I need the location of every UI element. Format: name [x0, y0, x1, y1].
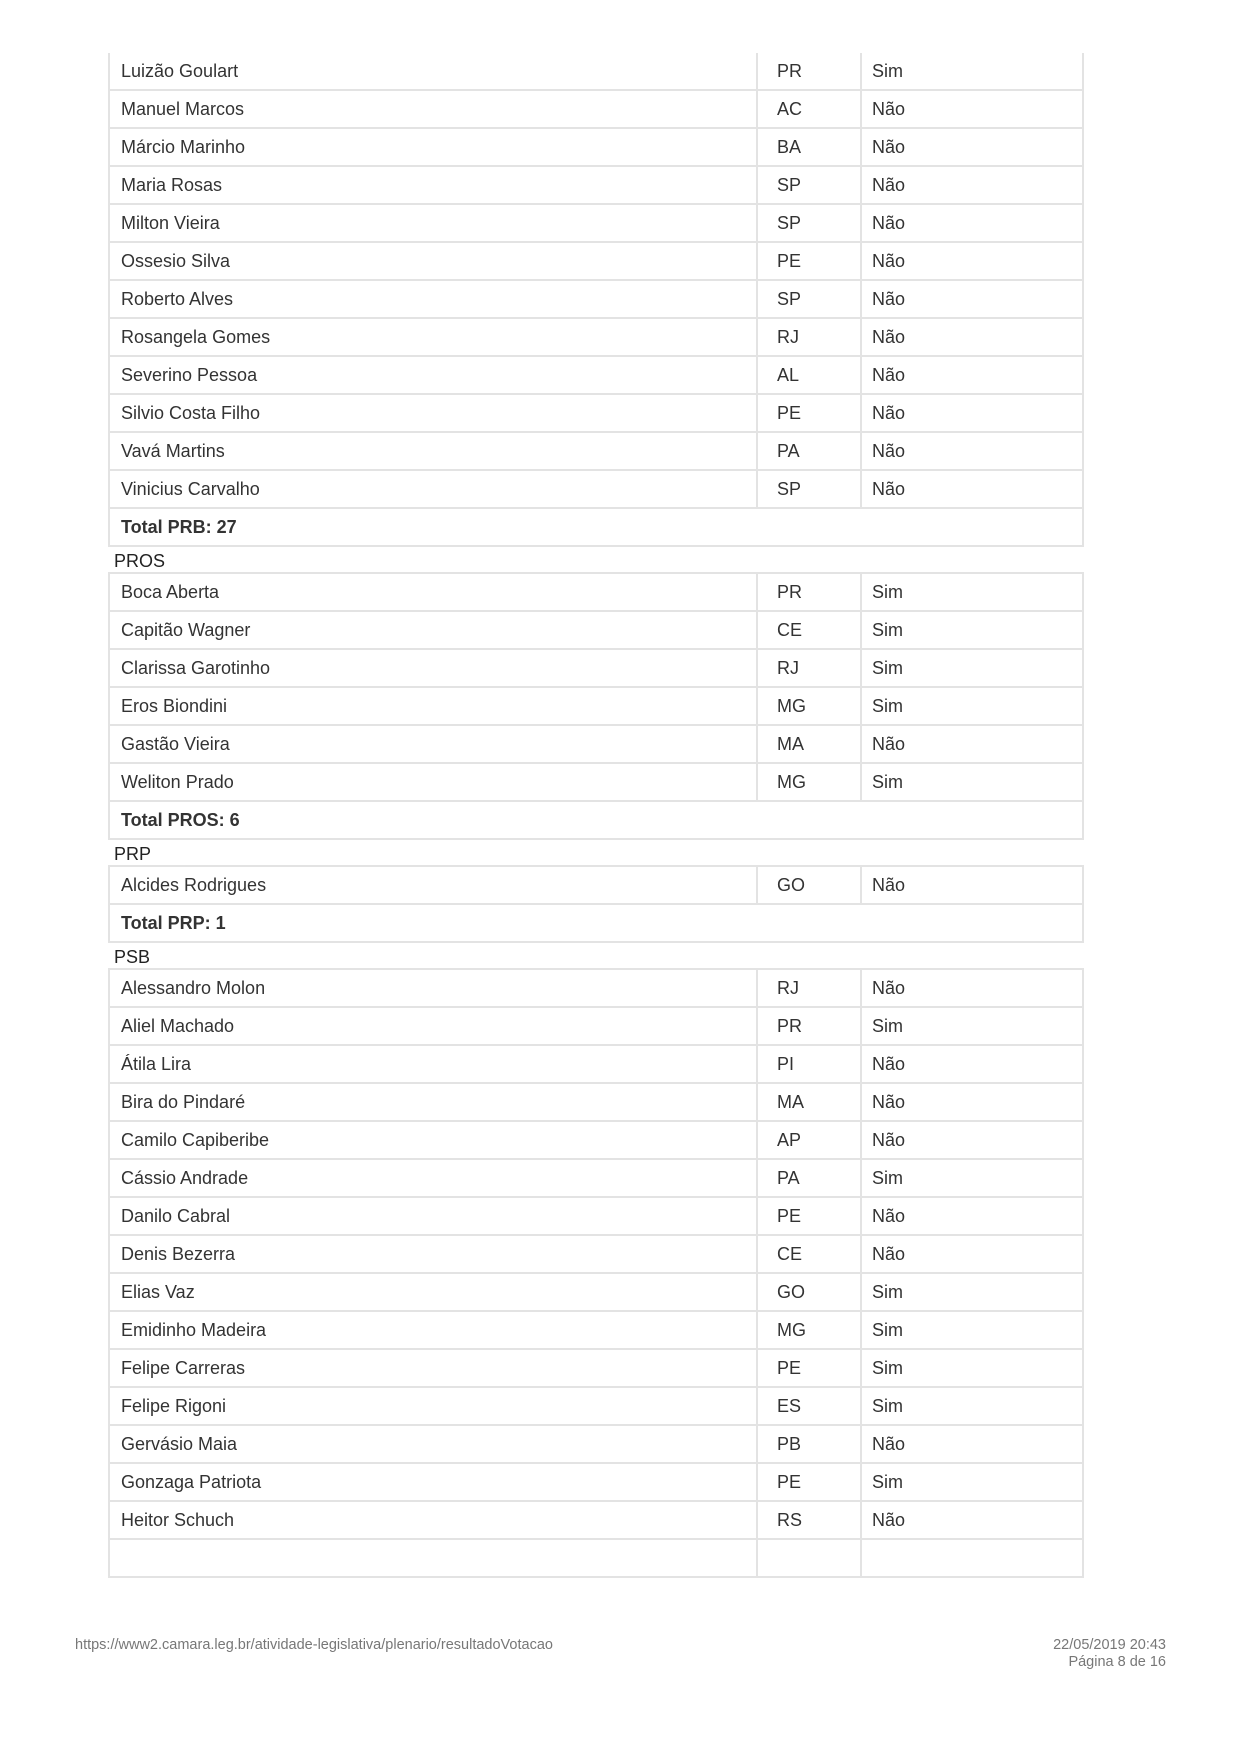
deputy-state: MG: [756, 1312, 860, 1348]
deputy-name: Vinicius Carvalho: [108, 471, 756, 507]
table-row: [108, 1198, 1084, 1236]
deputy-state: MG: [756, 764, 860, 800]
deputy-vote: Não: [860, 281, 1084, 317]
table-row: [108, 1122, 1084, 1160]
table-row: [108, 281, 1084, 319]
deputy-vote: Sim: [860, 1008, 1084, 1044]
party-heading: PSB: [108, 943, 1084, 970]
deputy-name: Luizão Goulart: [108, 53, 756, 89]
table-row: [108, 574, 1084, 612]
table-row: [108, 357, 1084, 395]
party-total: Total PROS: 6: [108, 802, 1084, 838]
deputy-name: Roberto Alves: [108, 281, 756, 317]
deputy-vote: Não: [860, 1084, 1084, 1120]
deputy-name: Capitão Wagner: [108, 612, 756, 648]
deputy-state: BA: [756, 129, 860, 165]
deputy-name: Eros Biondini: [108, 688, 756, 724]
deputy-state-cell: [756, 1540, 860, 1576]
deputy-vote: Não: [860, 129, 1084, 165]
deputy-name: Maria Rosas: [108, 167, 756, 203]
deputy-vote: Não: [860, 1426, 1084, 1462]
deputy-name: Márcio Marinho: [108, 129, 756, 165]
table-row: [108, 243, 1084, 281]
table-row: [108, 319, 1084, 357]
deputy-name: Alessandro Molon: [108, 970, 756, 1006]
table-row: [108, 1084, 1084, 1122]
deputy-name: Aliel Machado: [108, 1008, 756, 1044]
deputy-vote: Sim: [860, 612, 1084, 648]
table-row: [108, 1388, 1084, 1426]
deputy-name: Cássio Andrade: [108, 1160, 756, 1196]
deputy-name: Clarissa Garotinho: [108, 650, 756, 686]
deputy-state: SP: [756, 281, 860, 317]
deputy-vote: Sim: [860, 650, 1084, 686]
deputy-state: CE: [756, 612, 860, 648]
party-total: Total PRP: 1: [108, 905, 1084, 941]
vote-table-viewport: [108, 61, 1084, 1554]
table-row: [108, 395, 1084, 433]
deputy-name: Vavá Martins: [108, 433, 756, 469]
table-row: [108, 650, 1084, 688]
deputy-vote: Não: [860, 970, 1084, 1006]
footer-page-number: Página 8 de 16: [1068, 1654, 1166, 1670]
footer-meta: [1053, 1637, 1166, 1671]
deputy-state: AL: [756, 357, 860, 393]
table-row-continued: [108, 1540, 1084, 1578]
table-row: [108, 1274, 1084, 1312]
party-total-row: [108, 802, 1084, 840]
table-row: [108, 1046, 1084, 1084]
deputy-state: SP: [756, 205, 860, 241]
table-row: [108, 867, 1084, 905]
deputy-name: Boca Aberta: [108, 574, 756, 610]
deputy-vote: Não: [860, 395, 1084, 431]
table-row: [108, 970, 1084, 1008]
deputy-state: RJ: [756, 650, 860, 686]
deputy-state: PE: [756, 1464, 860, 1500]
deputy-vote: Sim: [860, 1312, 1084, 1348]
table-row: [108, 167, 1084, 205]
footer-datetime: 22/05/2019 20:43: [1053, 1637, 1166, 1653]
deputy-state: AP: [756, 1122, 860, 1158]
table-row: [108, 129, 1084, 167]
deputy-name-cell: [108, 1540, 756, 1576]
deputy-vote: Sim: [860, 1464, 1084, 1500]
deputy-name: Weliton Prado: [108, 764, 756, 800]
deputy-state: PE: [756, 1198, 860, 1234]
deputy-vote: Não: [860, 205, 1084, 241]
deputy-name: Manuel Marcos: [108, 91, 756, 127]
deputy-name: Ossesio Silva: [108, 243, 756, 279]
deputy-state: MG: [756, 688, 860, 724]
deputy-vote: Não: [860, 433, 1084, 469]
party-heading: PROS: [108, 547, 1084, 574]
table-row: [108, 1160, 1084, 1198]
deputy-state: PR: [756, 1008, 860, 1044]
deputy-name: Gervásio Maia: [108, 1426, 756, 1462]
deputy-state: PA: [756, 433, 860, 469]
table-row: [108, 1426, 1084, 1464]
table-row: [108, 1008, 1084, 1046]
deputy-vote: Não: [860, 1122, 1084, 1158]
deputy-vote: Não: [860, 167, 1084, 203]
deputy-vote: Sim: [860, 53, 1084, 89]
deputy-vote: Sim: [860, 764, 1084, 800]
deputy-state: PE: [756, 243, 860, 279]
party-total-row: [108, 509, 1084, 547]
table-row: [108, 433, 1084, 471]
table-row: [108, 1236, 1084, 1274]
table-row: [108, 1350, 1084, 1388]
footer-url: https://www2.camara.leg.br/atividade-legislativa/plenario/resultadoVotacao: [75, 1637, 553, 1653]
deputy-name: Felipe Carreras: [108, 1350, 756, 1386]
deputy-name: Felipe Rigoni: [108, 1388, 756, 1424]
deputy-state: PR: [756, 574, 860, 610]
deputy-state: GO: [756, 1274, 860, 1310]
deputy-vote: Não: [860, 1198, 1084, 1234]
table-row: [108, 1312, 1084, 1350]
deputy-state: MA: [756, 1084, 860, 1120]
deputy-vote: Não: [860, 1046, 1084, 1082]
deputy-name: Severino Pessoa: [108, 357, 756, 393]
table-row: [108, 726, 1084, 764]
table-row: [108, 612, 1084, 650]
deputy-vote: Sim: [860, 1350, 1084, 1386]
deputy-state: PE: [756, 395, 860, 431]
deputy-vote: Sim: [860, 1388, 1084, 1424]
deputy-name: Denis Bezerra: [108, 1236, 756, 1272]
deputy-state: RJ: [756, 319, 860, 355]
table-row: [108, 1502, 1084, 1540]
party-total: Total PRB: 27: [108, 509, 1084, 545]
table-row: [108, 1464, 1084, 1502]
deputy-state: PE: [756, 1350, 860, 1386]
deputy-state: RS: [756, 1502, 860, 1538]
table-row: [108, 53, 1084, 91]
party-total-row: [108, 905, 1084, 943]
vote-results-table: [108, 53, 1084, 1578]
deputy-name: Alcides Rodrigues: [108, 867, 756, 903]
deputy-name: Gonzaga Patriota: [108, 1464, 756, 1500]
deputy-state: SP: [756, 471, 860, 507]
deputy-state: PI: [756, 1046, 860, 1082]
deputy-state: GO: [756, 867, 860, 903]
deputy-state: SP: [756, 167, 860, 203]
table-row: [108, 688, 1084, 726]
deputy-vote: Não: [860, 91, 1084, 127]
table-row: [108, 471, 1084, 509]
table-row: [108, 91, 1084, 129]
deputy-vote: Sim: [860, 574, 1084, 610]
deputy-vote: Sim: [860, 1274, 1084, 1310]
deputy-state: RJ: [756, 970, 860, 1006]
deputy-name: Rosangela Gomes: [108, 319, 756, 355]
deputy-name: Danilo Cabral: [108, 1198, 756, 1234]
deputy-vote: Não: [860, 867, 1084, 903]
deputy-name: Gastão Vieira: [108, 726, 756, 762]
deputy-vote: Não: [860, 1502, 1084, 1538]
deputy-vote: Não: [860, 471, 1084, 507]
deputy-name: Bira do Pindaré: [108, 1084, 756, 1120]
deputy-vote: Sim: [860, 688, 1084, 724]
deputy-state: PB: [756, 1426, 860, 1462]
deputy-name: Emidinho Madeira: [108, 1312, 756, 1348]
deputy-name: Heitor Schuch: [108, 1502, 756, 1538]
table-row: [108, 205, 1084, 243]
deputy-state: CE: [756, 1236, 860, 1272]
deputy-state: ES: [756, 1388, 860, 1424]
party-heading: PRP: [108, 840, 1084, 867]
deputy-name: Elias Vaz: [108, 1274, 756, 1310]
deputy-vote: Não: [860, 319, 1084, 355]
deputy-vote: Não: [860, 1236, 1084, 1272]
deputy-vote: Não: [860, 357, 1084, 393]
deputy-state: AC: [756, 91, 860, 127]
deputy-name: Átila Lira: [108, 1046, 756, 1082]
deputy-state: PR: [756, 53, 860, 89]
deputy-state: MA: [756, 726, 860, 762]
deputy-vote-cell: [860, 1540, 1084, 1576]
deputy-vote: Sim: [860, 1160, 1084, 1196]
deputy-state: PA: [756, 1160, 860, 1196]
deputy-name: Milton Vieira: [108, 205, 756, 241]
deputy-name: Camilo Capiberibe: [108, 1122, 756, 1158]
deputy-vote: Não: [860, 726, 1084, 762]
deputy-vote: Não: [860, 243, 1084, 279]
table-row: [108, 764, 1084, 802]
deputy-name: Silvio Costa Filho: [108, 395, 756, 431]
